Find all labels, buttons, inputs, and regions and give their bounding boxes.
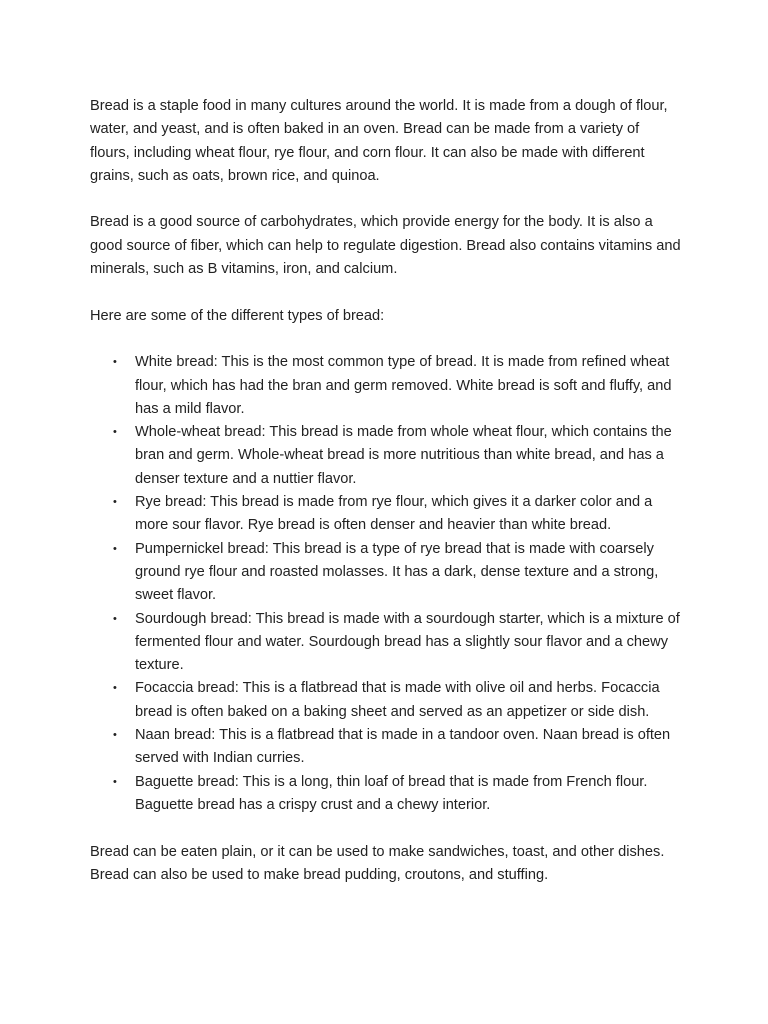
list-item xyxy=(90,608,682,678)
bullet-icon: • xyxy=(113,729,117,742)
bullet-icon: • xyxy=(113,542,117,555)
list-item xyxy=(90,491,682,538)
closing-paragraph: Bread can be eaten plain, or it can be used to make sandwiches, toast, and other dishes. Bread can also be used to make bread pudding, croutons, and stuffing. xyxy=(90,843,665,883)
list-item-text: Naan bread: This is a flatbread that is made in a tandoor oven. Naan bread is often served with Indian curries. xyxy=(135,727,671,767)
list-item-text: Pumpernickel bread: This bread is a type of rye bread that is made with coarsely ground rye flour and roasted molasses. It has a dark, dense texture and a strong, sweet flavor. xyxy=(135,540,659,604)
bread-types-list xyxy=(90,351,682,817)
bullet-icon: • xyxy=(113,612,117,625)
bullet-icon: • xyxy=(113,426,117,439)
bullet-icon: • xyxy=(113,682,117,695)
list-item xyxy=(90,421,682,491)
list-item-text: Whole-wheat bread: This bread is made from whole wheat flour, which contains the bran and germ. Whole-wheat bread is more nutritious than white bread, and has a denser texture and a nuttier flavor. xyxy=(135,424,672,487)
list-item-text: Sourdough bread: This bread is made with a sourdough starter, which is a mixture of fermented flour and water. Sourdough bread has a slightly sour flavor and a chewy texture. xyxy=(135,610,680,674)
bullet-icon: • xyxy=(113,496,117,509)
list-item-text: Rye bread: This bread is made from rye flour, which gives it a darker color and a more sour flavor. Rye bread is often denser and heavier than white bread. xyxy=(135,494,653,534)
bullet-icon: • xyxy=(113,356,117,369)
list-item-text: White bread: This is the most common type of bread. It is made from refined wheat flour, which has had the bran and germ removed. White bread is soft and fluffy, and has a mild flavor. xyxy=(135,354,672,417)
intro-paragraph: Bread is a staple food in many cultures around the world. It is made from a dough of flour, water, and yeast, and is often baked in an oven. Bread can be made from a variety of flours, including wheat flour, rye flour, and corn flour. It can also be made with different grains, such as oats, brown rice, and quinoa. xyxy=(90,98,668,184)
bullet-icon: • xyxy=(113,775,117,788)
types-heading-paragraph: Here are some of the different types of bread: xyxy=(90,307,385,324)
list-item xyxy=(90,351,682,421)
list-item-text: Baguette bread: This is a long, thin loaf of bread that is made from French flour. Baguette bread has a crispy crust and a chewy interior. xyxy=(135,773,648,813)
list-item xyxy=(90,538,682,608)
list-item xyxy=(90,771,682,818)
document-body xyxy=(90,95,682,910)
list-item-text: Focaccia bread: This is a flatbread that is made with olive oil and herbs. Focaccia bread is often baked on a baking sheet and served as an appetizer or side dish. xyxy=(135,680,660,720)
nutrition-paragraph: Bread is a good source of carbohydrates, which provide energy for the body. It is also a good source of fiber, which can help to regulate digestion. Bread also contains vitamins and minerals, such as B vitamins, iron, and calcium. xyxy=(90,214,681,278)
list-item xyxy=(90,677,682,724)
list-item xyxy=(90,724,682,771)
